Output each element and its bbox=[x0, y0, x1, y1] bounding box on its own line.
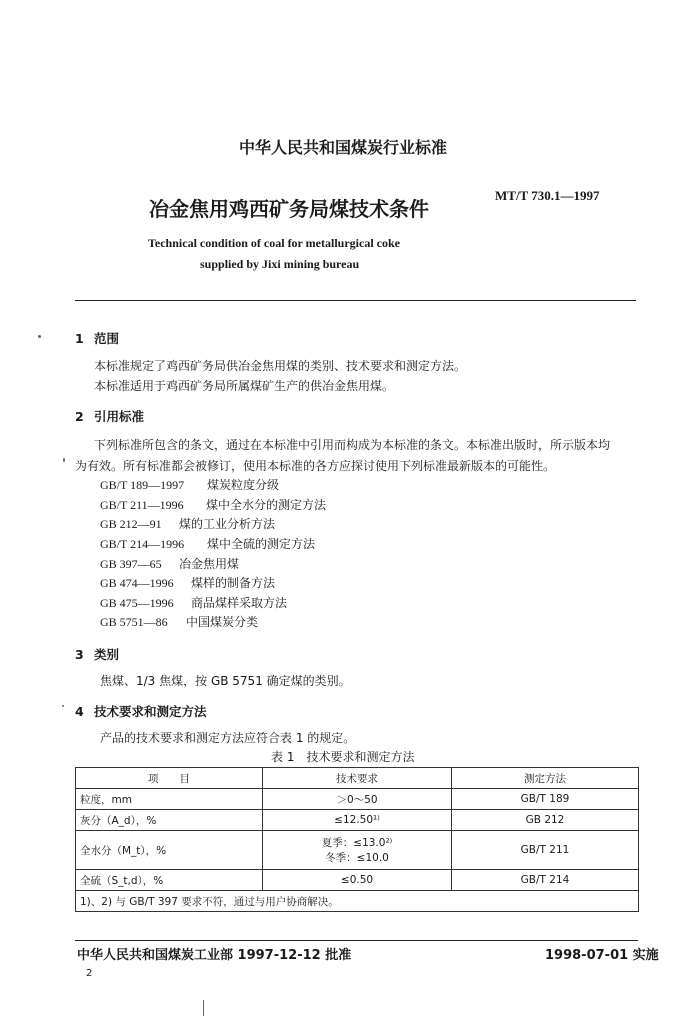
standard-name: 煤样的制备方法 bbox=[191, 576, 276, 590]
standard-ref bbox=[100, 476, 279, 493]
header-method: 测定方法 bbox=[452, 768, 639, 789]
standard-name: 商品煤样采取方法 bbox=[191, 596, 288, 610]
section-3-paragraph: 焦煤、1/3 焦煤，按 GB 5751 确定煤的类别。 bbox=[100, 674, 351, 688]
table-row bbox=[76, 810, 639, 831]
requirement-summer: 夏季：≤13.0²⁾ bbox=[321, 837, 393, 849]
requirement-winter: 冬季：≤10.0 bbox=[325, 852, 389, 864]
row-method: GB/T 214 bbox=[452, 870, 639, 891]
standard-code: GB 397—65 bbox=[100, 557, 162, 571]
row-method: GB/T 211 bbox=[452, 831, 639, 870]
standard-name: 煤中全水分的测定方法 bbox=[206, 498, 327, 512]
standard-name: 冶金焦用煤 bbox=[179, 557, 240, 571]
section-2-heading bbox=[75, 407, 144, 425]
section-number: 2 bbox=[75, 409, 84, 424]
section-3-heading bbox=[75, 645, 119, 663]
table-row bbox=[76, 831, 639, 870]
org-standard-heading: 中华人民共和国煤炭行业标准 bbox=[238, 138, 447, 157]
row-item: 灰分（A_d），% bbox=[76, 810, 263, 831]
standard-code: GB 212—91 bbox=[100, 517, 162, 531]
section-1-paragraph-2: 本标准适用于鸡西矿务局所属煤矿生产的供冶金焦用煤。 bbox=[94, 379, 395, 393]
section-title: 技术要求和测定方法 bbox=[94, 704, 207, 719]
row-item: 全水分（M_t），% bbox=[76, 831, 263, 870]
standard-ref bbox=[100, 535, 315, 552]
standard-code: GB/T 211—1996 bbox=[100, 498, 184, 512]
standard-code: GB/T 189—1997 bbox=[100, 478, 185, 492]
row-item: 粒度，mm bbox=[76, 789, 263, 810]
header-item: 项 目 bbox=[76, 768, 263, 789]
table-header-row bbox=[76, 768, 639, 789]
row-requirement bbox=[263, 831, 452, 870]
footer-rule bbox=[75, 940, 638, 941]
section-title: 引用标准 bbox=[94, 409, 145, 424]
section-2-paragraph-line2: 为有效。所有标准都会被修订，使用本标准的各方应探讨使用下列标准最新版本的可能性。 bbox=[75, 459, 556, 473]
section-number: 3 bbox=[75, 647, 84, 662]
row-method: GB 212 bbox=[452, 810, 639, 831]
section-number: 1 bbox=[75, 331, 84, 346]
table-footnote: 1)、2) 与 GB/T 397 要求不符，通过与用户协商解决。 bbox=[76, 891, 639, 912]
standard-code: GB 5751—86 bbox=[100, 615, 168, 629]
standard-name: 煤中全硫的测定方法 bbox=[207, 537, 316, 551]
standard-code: MT/T 730.1—1997 bbox=[495, 188, 600, 203]
requirements-table bbox=[75, 767, 639, 912]
header-rule bbox=[75, 300, 636, 301]
section-4-paragraph: 产品的技术要求和测定方法应符合表 1 的规定。 bbox=[100, 731, 356, 745]
standard-name: 煤炭粒度分级 bbox=[207, 478, 280, 492]
section-1-heading bbox=[75, 329, 119, 347]
standard-ref bbox=[100, 574, 275, 591]
section-title: 范围 bbox=[94, 331, 120, 346]
table-caption: 表 1 技术要求和测定方法 bbox=[271, 750, 415, 764]
document-title: 冶金焦用鸡西矿务局煤技术条件 bbox=[149, 197, 429, 221]
standard-ref bbox=[100, 594, 287, 611]
header-requirement: 技术要求 bbox=[263, 768, 452, 789]
standard-code: GB/T 214—1996 bbox=[100, 537, 185, 551]
issuer-approval: 中华人民共和国煤炭工业部 1997-12-12 批准 bbox=[77, 948, 352, 963]
standard-ref bbox=[100, 555, 239, 572]
english-title-line2: supplied by Jixi mining bureau bbox=[200, 257, 360, 271]
page-number: 2 bbox=[86, 968, 93, 979]
table-footnote-row bbox=[76, 891, 639, 912]
standard-code: GB 475—1996 bbox=[100, 596, 174, 610]
row-method: GB/T 189 bbox=[452, 789, 639, 810]
section-2-paragraph-line1: 下列标准所包含的条文，通过在本标准中引用而构成为本标准的条文。本标准出版时，所示版本均 bbox=[94, 438, 611, 452]
table-row bbox=[76, 789, 639, 810]
scan-speck bbox=[62, 705, 64, 707]
scan-speck bbox=[63, 458, 65, 462]
section-4-heading bbox=[75, 702, 207, 720]
standard-ref bbox=[100, 496, 326, 513]
row-item: 全硫（S_t,d），% bbox=[76, 870, 263, 891]
scan-speck bbox=[38, 335, 41, 338]
section-title: 类别 bbox=[94, 647, 120, 662]
section-number: 4 bbox=[75, 704, 84, 719]
effective-date: 1998-07-01 实施 bbox=[545, 948, 659, 963]
table-row bbox=[76, 870, 639, 891]
row-requirement: ＞0～50 bbox=[263, 789, 452, 810]
english-title-line1: Technical condition of coal for metallurgical coke bbox=[148, 236, 400, 250]
standard-name: 中国煤炭分类 bbox=[186, 615, 259, 629]
standard-ref bbox=[100, 515, 275, 532]
standard-code: GB 474—1996 bbox=[100, 576, 174, 590]
scan-speck bbox=[203, 1000, 204, 1016]
row-requirement: ≤12.50¹⁾ bbox=[263, 810, 452, 831]
section-1-paragraph-1: 本标准规定了鸡西矿务局供冶金焦用煤的类别、技术要求和测定方法。 bbox=[94, 359, 467, 373]
standard-name: 煤的工业分析方法 bbox=[179, 517, 276, 531]
standard-ref bbox=[100, 613, 258, 630]
row-requirement: ≤0.50 bbox=[263, 870, 452, 891]
